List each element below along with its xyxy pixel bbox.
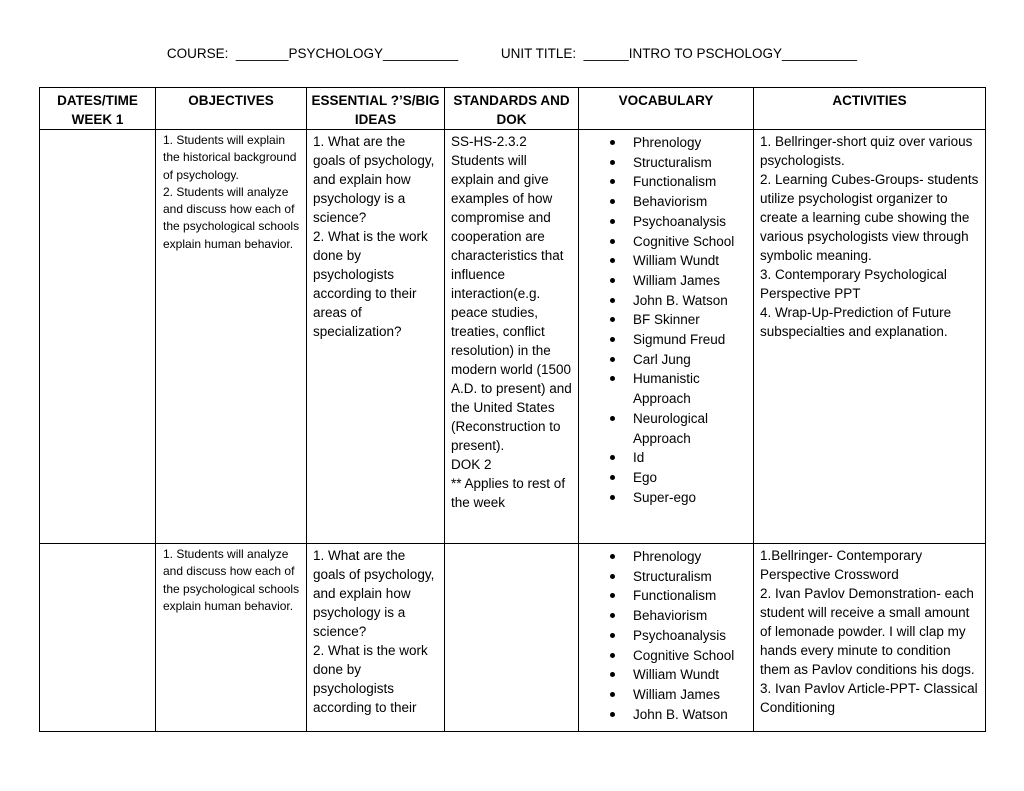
vocabulary-item: Sigmund Freud xyxy=(633,330,753,350)
vocabulary-item: William Wundt xyxy=(633,665,753,685)
vocabulary-item: William James xyxy=(633,685,753,705)
vocabulary-cell xyxy=(579,544,754,732)
vocabulary-item: Neurological Approach xyxy=(633,409,753,448)
col-header-essential: ESSENTIAL ?’S/BIG IDEAS xyxy=(307,88,445,130)
objectives-cell: 1. Students will analyze and discuss how each of the psychological schools explain human behavior. xyxy=(156,544,307,732)
vocabulary-item: Behaviorism xyxy=(633,192,753,212)
unit-title: UNIT TITLE: ______INTRO TO PSCHOLOGY__________ xyxy=(500,46,858,61)
activities-cell: 1.Bellringer- Contemporary Perspective Crossword 2. Ivan Pavlov Demonstration- each student will receive a small amount of lemonade powder. I will clap my hands every minute to condition them as Pavlov conditions his dogs. 3. Ivan Pavlov Article-PPT- Classical Conditioning xyxy=(754,544,986,732)
essential-cell: 1. What are the goals of psychology, and explain how psychology is a science? 2. What is the work done by psychologists according to their xyxy=(307,544,445,732)
vocabulary-item: Behaviorism xyxy=(633,606,753,626)
course-title: COURSE: _______PSYCHOLOGY__________ xyxy=(166,46,459,61)
vocabulary-item: William Wundt xyxy=(633,251,753,271)
vocabulary-item: Cognitive School xyxy=(633,646,753,666)
vocabulary-item: Humanistic Approach xyxy=(633,369,753,408)
vocabulary-item: John B. Watson xyxy=(633,291,753,311)
vocabulary-item: Super-ego xyxy=(633,488,753,508)
vocabulary-item: Structuralism xyxy=(633,153,753,173)
vocabulary-cell xyxy=(579,130,754,544)
page-header xyxy=(0,46,1024,61)
vocabulary-item: Ego xyxy=(633,468,753,488)
vocabulary-list xyxy=(579,130,753,507)
vocabulary-item: William James xyxy=(633,271,753,291)
standards-cell xyxy=(445,544,579,732)
vocabulary-item: Cognitive School xyxy=(633,232,753,252)
col-header-dates: DATES/TIME WEEK 1 xyxy=(40,88,156,130)
vocabulary-item: Functionalism xyxy=(633,172,753,192)
col-header-standards: STANDARDS AND DOK xyxy=(445,88,579,130)
table-row xyxy=(40,130,986,544)
table-header-row xyxy=(40,88,986,130)
vocabulary-item: Psychoanalysis xyxy=(633,626,753,646)
objectives-cell: 1. Students will explain the historical background of psychology. 2. Students will analyze and discuss how each of the psychological schools explain human behavior. xyxy=(156,130,307,544)
vocabulary-item: Psychoanalysis xyxy=(633,212,753,232)
activities-cell: 1. Bellringer-short quiz over various psychologists. 2. Learning Cubes-Groups- students utilize psychologist organizer to create a learning cube showing the various psychologists view through symbolic meaning. 3. Contemporary Psychological Perspective PPT 4. Wrap-Up-Prediction of Future subspecialties and explanation. xyxy=(754,130,986,544)
vocabulary-item: Structuralism xyxy=(633,567,753,587)
vocabulary-item: Phrenology xyxy=(633,133,753,153)
dates-cell xyxy=(40,544,156,732)
vocabulary-item: Carl Jung xyxy=(633,350,753,370)
vocabulary-item: Id xyxy=(633,448,753,468)
col-header-vocabulary: VOCABULARY xyxy=(579,88,754,130)
lesson-plan-table xyxy=(39,87,986,732)
essential-cell: 1. What are the goals of psychology, and explain how psychology is a science? 2. What is the work done by psychologists according to their areas of specialization? xyxy=(307,130,445,544)
dates-cell xyxy=(40,130,156,544)
vocabulary-list xyxy=(579,544,753,724)
vocabulary-item: BF Skinner xyxy=(633,310,753,330)
vocabulary-item: Phrenology xyxy=(633,547,753,567)
vocabulary-item: John B. Watson xyxy=(633,705,753,725)
vocabulary-item: Functionalism xyxy=(633,586,753,606)
col-header-objectives: OBJECTIVES xyxy=(156,88,307,130)
col-header-activities: ACTIVITIES xyxy=(754,88,986,130)
standards-cell: SS-HS-2.3.2 Students will explain and give examples of how compromise and cooperation are characteristics that influence interaction(e.g. peace studies, treaties, conflict resolution) in the modern world (1500 A.D. to present) and the United States (Reconstruction to present). DOK 2 ** Applies to rest of the week xyxy=(445,130,579,544)
table-row xyxy=(40,544,986,732)
